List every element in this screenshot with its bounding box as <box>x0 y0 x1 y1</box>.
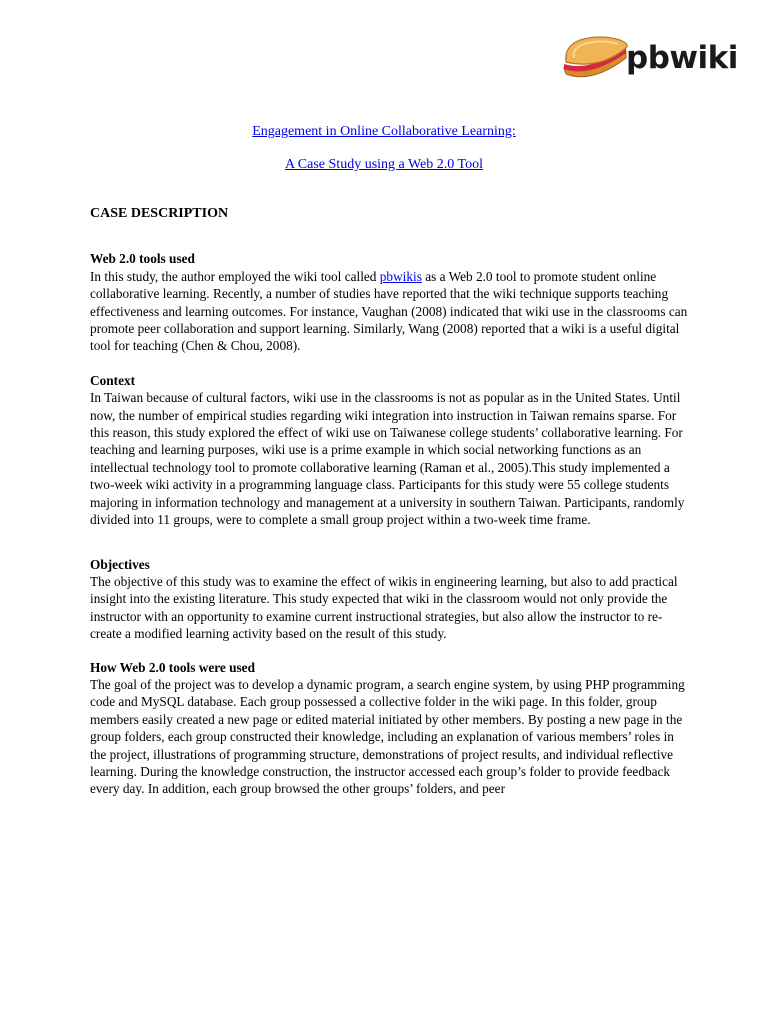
case-description-heading: CASE DESCRIPTION <box>90 206 229 221</box>
pbwiki-logo <box>560 30 740 86</box>
section-context-body: In Taiwan because of cultural factors, wiki use in the classrooms is not as popular as in the United States. Until now, the number of empirical studies regarding wiki integration into instruction in Taiwan remains sparse. For this reason, this study explored the effect of wiki use on Taiwanese college students’ collaborative learning. For teaching and learning purposes, wiki use is a prime example in which social networking functions as an intellectual technology tool to promote collaborative learning (Raman et al., 2005).This study implemented a two-week wiki activity in a programming language class. Participants for this study were 55 college students majoring in information technology and management at a university in southern Taiwan. Participants, randomly divided into 11 groups, were to complete a small group project within a two-week time frame. <box>90 390 685 528</box>
section-how-used <box>90 659 690 798</box>
section-tools <box>90 250 690 354</box>
section-how-used-body: The goal of the project was to develop a dynamic program, a search engine system, by using PHP programming code and MySQL database. Each group possessed a collective folder in the wiki page. In this folder, group members easily created a new page or edited material initiated by other members. By posting a new page in the group folders, each group constructed their knowledge, including an explanation of various members’ roles in the project, illustrations of programming structure, demonstrations of project results, and individual reflective learning. During the knowledge construction, the instructor accessed each group’s folder to provide feedback every day. In addition, each group browsed the other groups’ folders, and peer <box>90 676 685 797</box>
document-body <box>90 205 690 798</box>
section-objectives <box>90 556 690 643</box>
section-context <box>90 372 690 529</box>
title-link-1[interactable]: Engagement in Online Collaborative Learning: <box>252 124 516 139</box>
tools-text-after-link: as a Web 2.0 tool to promote student online collaborative learning. Recently, a number of studies have reported that the wiki technique supports teaching effectiveness and learning outcomes. For instance, Vaughan (2008) indicated that wiki use in the classrooms can promote peer collaboration and support learning. Similarly, Wang (2008) reported that a wiki is a useful digital tool for teaching (Chen & Chou, 2008). <box>90 268 688 354</box>
section-how-used-heading: How Web 2.0 tools were used <box>90 659 255 675</box>
title-line-2[interactable] <box>0 157 768 173</box>
section-objectives-heading: Objectives <box>90 556 150 572</box>
logo-wordmark: pbwiki <box>626 39 738 76</box>
title-line-1[interactable] <box>0 124 768 140</box>
section-objectives-body: The objective of this study was to examine the effect of wikis in engineering learning, but also to add practical insight into the existing literature. This study expected that wiki in the classroom would not only provide the instructor with an opportunity to examine current instructional strategies, but also allow the instructor to re-create a modified learning activity based on the result of this study. <box>90 573 678 642</box>
section-context-heading: Context <box>90 372 136 388</box>
section-tools-body <box>90 268 690 355</box>
pbwikis-link[interactable]: pbwikis <box>379 268 422 284</box>
sandwich-icon <box>560 32 630 84</box>
tools-text-before-link: In this study, the author employed the wiki tool called <box>90 268 380 284</box>
section-tools-heading: Web 2.0 tools used <box>90 251 195 267</box>
title-link-2[interactable]: A Case Study using a Web 2.0 Tool <box>284 157 484 172</box>
